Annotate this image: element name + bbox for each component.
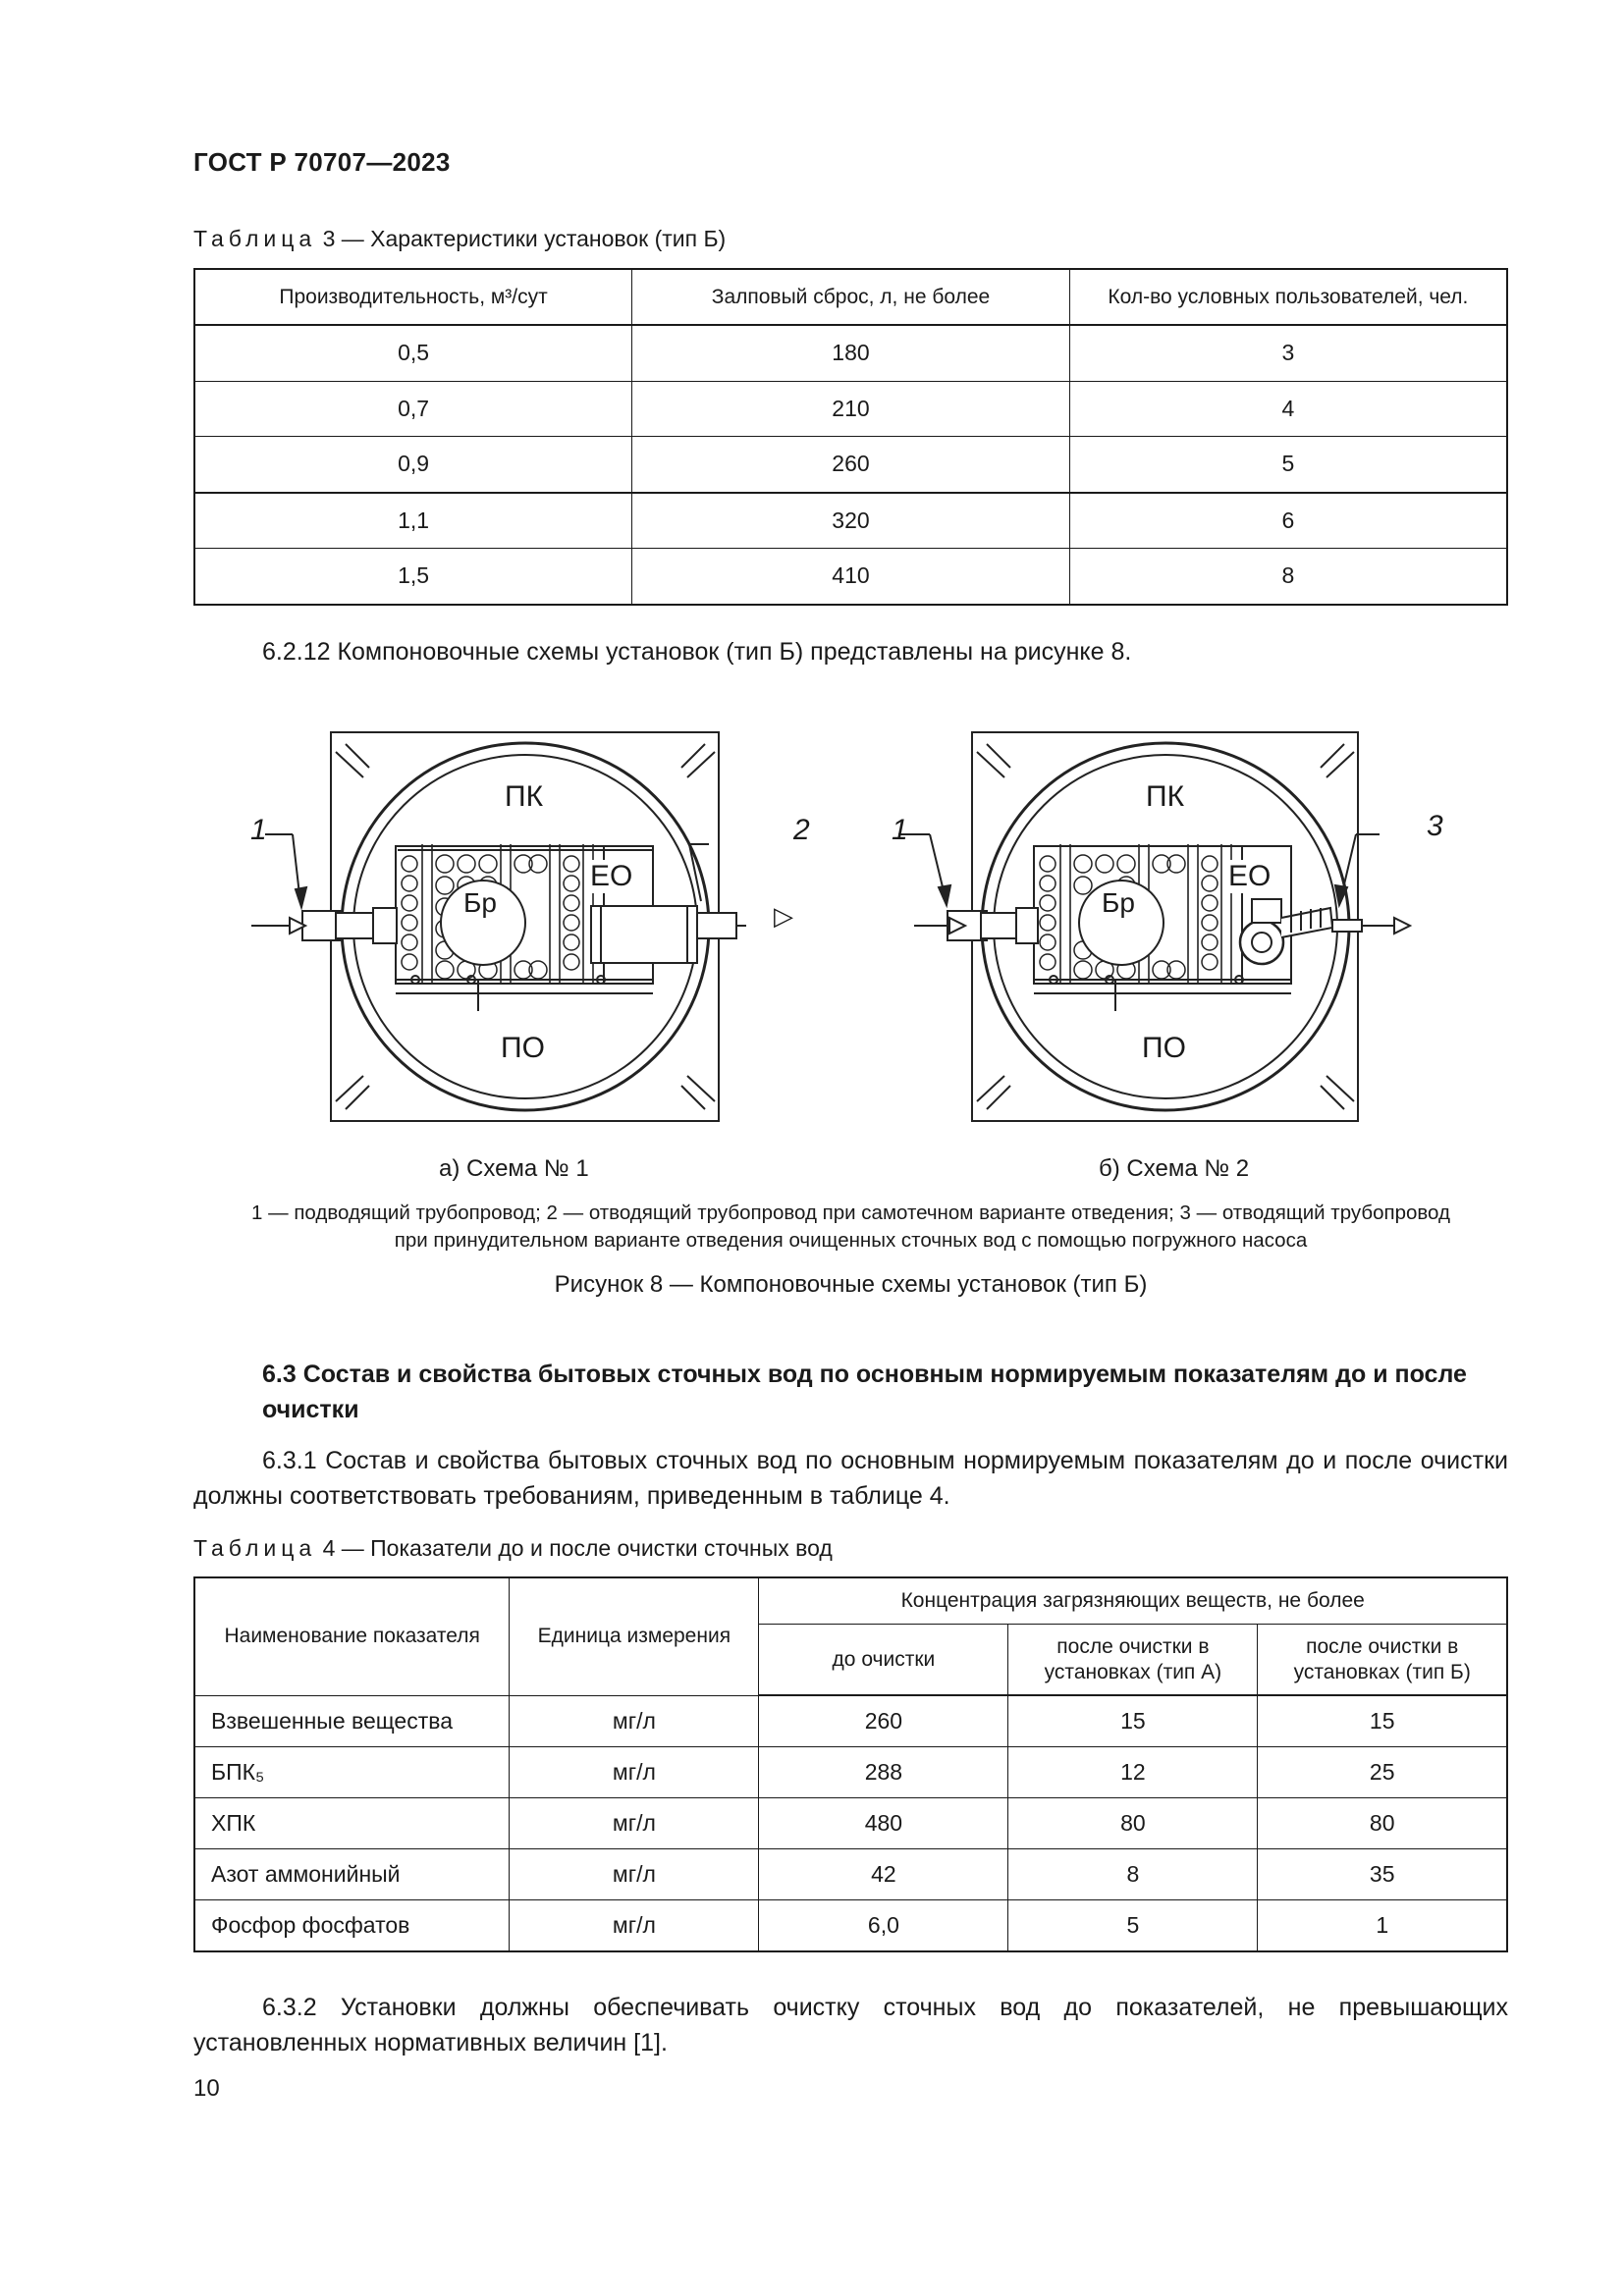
table-row — [194, 493, 1507, 549]
table4-header-unit: Единица измерения — [510, 1577, 759, 1695]
table3-caption-prefix: Таблица — [193, 226, 317, 251]
table-cell: 80 — [1008, 1798, 1258, 1849]
table-cell: БПК₅ — [194, 1747, 510, 1798]
table-cell: 410 — [632, 549, 1070, 605]
table4-caption-prefix: Таблица — [193, 1535, 317, 1561]
table-cell: 0,9 — [194, 437, 632, 493]
table-cell: мг/л — [510, 1900, 759, 1952]
table-cell: 210 — [632, 381, 1070, 437]
page-number: 10 — [193, 2075, 220, 2102]
scheme2-label-po: ПО — [1142, 1032, 1186, 1064]
table-cell: Взвешенные вещества — [194, 1695, 510, 1747]
scheme1-label-br: Бр — [463, 887, 497, 918]
table-cell: 6,0 — [759, 1900, 1008, 1952]
table4-caption — [193, 1535, 833, 1562]
scheme1-caption: а) Схема № 1 — [439, 1155, 589, 1182]
table-cell: 4 — [1069, 381, 1507, 437]
scheme2-label-br: Бр — [1102, 887, 1135, 918]
table-row — [194, 549, 1507, 605]
table3-header-users: Кол-во условных пользователей, чел. — [1069, 269, 1507, 325]
table4-header-after-b: после очистки в установках (тип Б) — [1258, 1625, 1507, 1696]
table3-caption-text: 3 — Характеристики установок (тип Б) — [322, 226, 727, 251]
table-cell: 35 — [1258, 1849, 1507, 1900]
scheme1-label-po: ПО — [501, 1032, 545, 1064]
table3 — [193, 268, 1508, 606]
paragraph-6-3-2: 6.3.2 Установки должны обеспечивать очистку сточных вод до показателей, не превышающих установленных нормативных величин [1]. — [193, 1994, 1508, 2056]
table3-header-discharge: Залповый сброс, л, не более — [632, 269, 1070, 325]
table-cell: 260 — [632, 437, 1070, 493]
table-row — [194, 437, 1507, 493]
table-cell: 1,5 — [194, 549, 632, 605]
table-cell: 80 — [1258, 1798, 1507, 1849]
table-cell: мг/л — [510, 1798, 759, 1849]
table4-header-name: Наименование показателя — [194, 1577, 510, 1695]
table-cell: 15 — [1258, 1695, 1507, 1747]
table-cell: 25 — [1258, 1747, 1507, 1798]
table-cell: Азот аммонийный — [194, 1849, 510, 1900]
table-cell: 3 — [1069, 325, 1507, 381]
table3-caption — [193, 226, 726, 252]
table-cell: 1,1 — [194, 493, 632, 549]
table-cell: мг/л — [510, 1849, 759, 1900]
table-cell: 288 — [759, 1747, 1008, 1798]
scheme1-label-pk: ПК — [505, 780, 544, 813]
scheme1-callout-2: 2 — [793, 814, 810, 846]
figure8-legend-line1: 1 — подводящий трубопровод; 2 — отводящий трубопровод при самотечном варианте отведения; 3 — отводящий трубопровод — [251, 1201, 1450, 1224]
table-cell: мг/л — [510, 1695, 759, 1747]
table-row — [194, 1900, 1507, 1952]
table-cell: 8 — [1069, 549, 1507, 605]
table-cell: 12 — [1008, 1747, 1258, 1798]
section-6-3-title: 6.3 Состав и свойства бытовых сточных вод по основным нормируемым показателям до и после очистки — [262, 1361, 1467, 1423]
table-cell: 480 — [759, 1798, 1008, 1849]
scheme2-label-pk: ПК — [1146, 780, 1185, 813]
table-cell: Фосфор фосфатов — [194, 1900, 510, 1952]
scheme2-callout-1: 1 — [892, 814, 908, 846]
scheme-1-diagram — [236, 717, 746, 1139]
paragraph-6-2-12: 6.2.12 Компоновочные схемы установок (тип Б) представлены на рисунке 8. — [262, 638, 1132, 666]
paragraph-6-3-1: 6.3.1 Состав и свойства бытовых сточных вод по основным нормируемым показателям до и после очистки должны соответствовать требованиям, приведенным в таблице 4. — [193, 1447, 1508, 1510]
table4-header-before: до очистки — [759, 1625, 1008, 1696]
table-row — [194, 1798, 1507, 1849]
table-cell: 0,5 — [194, 325, 632, 381]
figure8-title: Рисунок 8 — Компоновочные схемы установок (тип Б) — [554, 1271, 1148, 1298]
table-cell: 320 — [632, 493, 1070, 549]
document-header: ГОСТ Р 70707—2023 — [193, 147, 451, 177]
table-cell: ХПК — [194, 1798, 510, 1849]
table-cell: 1 — [1258, 1900, 1507, 1952]
table-cell: 42 — [759, 1849, 1008, 1900]
outlet-arrow-icon: ▷ — [774, 901, 793, 931]
figure8-legend — [193, 1200, 1508, 1255]
table4 — [193, 1576, 1508, 1952]
table4-header-concentration: Концентрация загрязняющих веществ, не более — [759, 1577, 1507, 1625]
figure8-legend-line2: при принудительном варианте отведения очищенных сточных вод с помощью погружного насоса — [394, 1229, 1308, 1252]
scheme1-label-eo: ЕО — [590, 860, 633, 892]
scheme2-label-eo: ЕО — [1228, 860, 1272, 892]
table-cell: 260 — [759, 1695, 1008, 1747]
table-row — [194, 1747, 1507, 1798]
table-cell: мг/л — [510, 1747, 759, 1798]
table3-header-capacity: Производительность, м³/сут — [194, 269, 632, 325]
table-cell: 0,7 — [194, 381, 632, 437]
table4-header-after-a: после очистки в установках (тип А) — [1008, 1625, 1258, 1696]
table-row — [194, 1849, 1507, 1900]
table-cell: 180 — [632, 325, 1070, 381]
table-cell: 5 — [1008, 1900, 1258, 1952]
table-cell: 6 — [1069, 493, 1507, 549]
scheme2-callout-3: 3 — [1427, 810, 1443, 842]
table-cell: 15 — [1008, 1695, 1258, 1747]
table-row — [194, 1695, 1507, 1747]
table-row — [194, 325, 1507, 381]
table-cell: 5 — [1069, 437, 1507, 493]
scheme1-callout-1: 1 — [250, 814, 267, 846]
scheme2-caption: б) Схема № 2 — [1099, 1155, 1250, 1182]
table-row — [194, 381, 1507, 437]
table4-caption-text: 4 — Показатели до и после очистки сточных вод — [322, 1535, 833, 1561]
table-cell: 8 — [1008, 1849, 1258, 1900]
